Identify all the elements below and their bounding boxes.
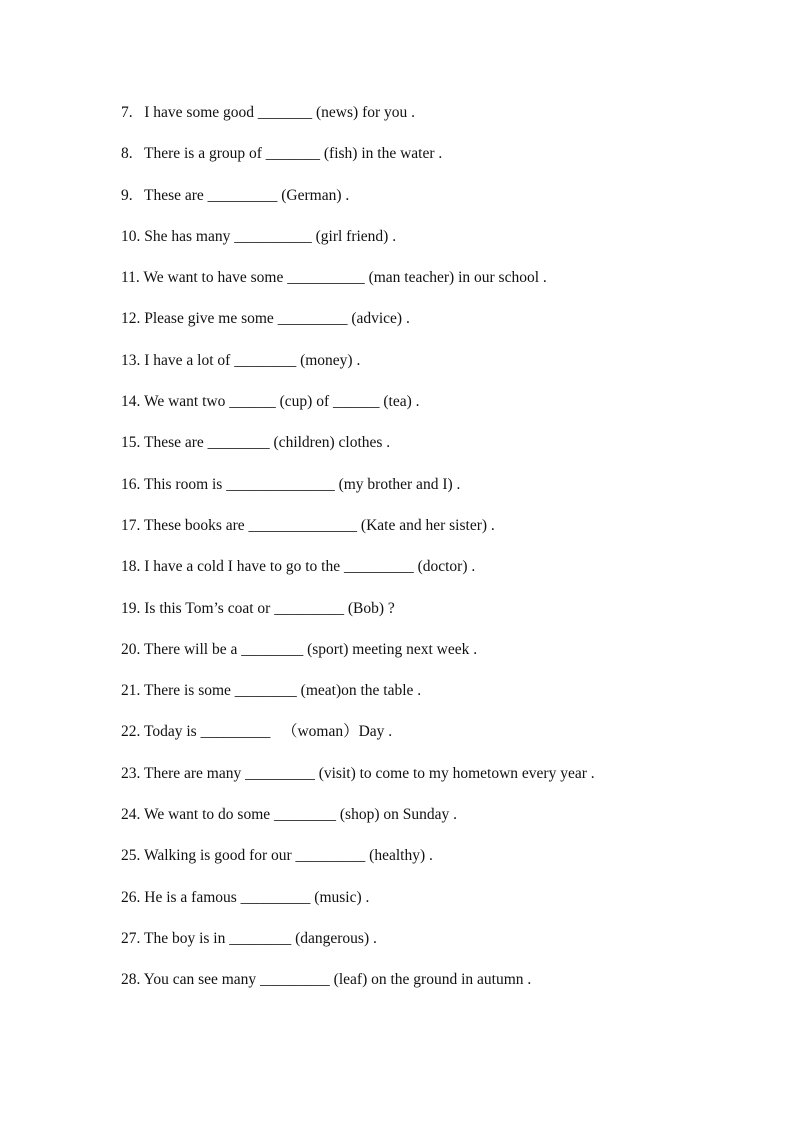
question-22: 22. Today is _________ （woman）Day . [121, 723, 393, 741]
question-16: 16. This room is ______________ (my brother and I) . [121, 475, 461, 493]
question-17: 17. These books are ______________ (Kate and her sister) . [121, 516, 495, 534]
question-9: 9. These are _________ (German) . [121, 186, 350, 204]
question-13: 13. I have a lot of ________ (money) . [121, 351, 361, 369]
question-27: 27. The boy is in ________ (dangerous) . [121, 929, 377, 947]
fill-in-blank-exercise-list [121, 101, 761, 1010]
question-23: 23. There are many _________ (visit) to come to my hometown every year . [121, 764, 595, 782]
question-28: 28. You can see many _________ (leaf) on the ground in autumn . [121, 971, 532, 989]
question-26: 26. He is a famous _________ (music) . [121, 888, 370, 906]
question-20: 20. There will be a ________ (sport) meeting next week . [121, 640, 478, 658]
question-12: 12. Please give me some _________ (advice) . [121, 310, 410, 328]
question-24: 24. We want to do some ________ (shop) on Sunday . [121, 806, 457, 824]
question-8: 8. There is a group of _______ (fish) in the water . [121, 145, 443, 163]
question-25: 25. Walking is good for our _________ (healthy) . [121, 847, 433, 865]
question-11: 11. We want to have some __________ (man teacher) in our school . [121, 269, 547, 287]
question-18: 18. I have a cold I have to go to the _________ (doctor) . [121, 558, 476, 576]
question-15: 15. These are ________ (children) clothes . [121, 434, 391, 452]
question-21: 21. There is some ________ (meat)on the table . [121, 682, 422, 700]
question-19: 19. Is this Tom’s coat or _________ (Bob) ? [121, 599, 395, 617]
question-14: 14. We want two ______ (cup) of ______ (tea) . [121, 393, 420, 411]
question-7: 7. I have some good _______ (news) for you . [121, 104, 416, 121]
question-10: 10. She has many __________ (girl friend) . [121, 227, 397, 245]
